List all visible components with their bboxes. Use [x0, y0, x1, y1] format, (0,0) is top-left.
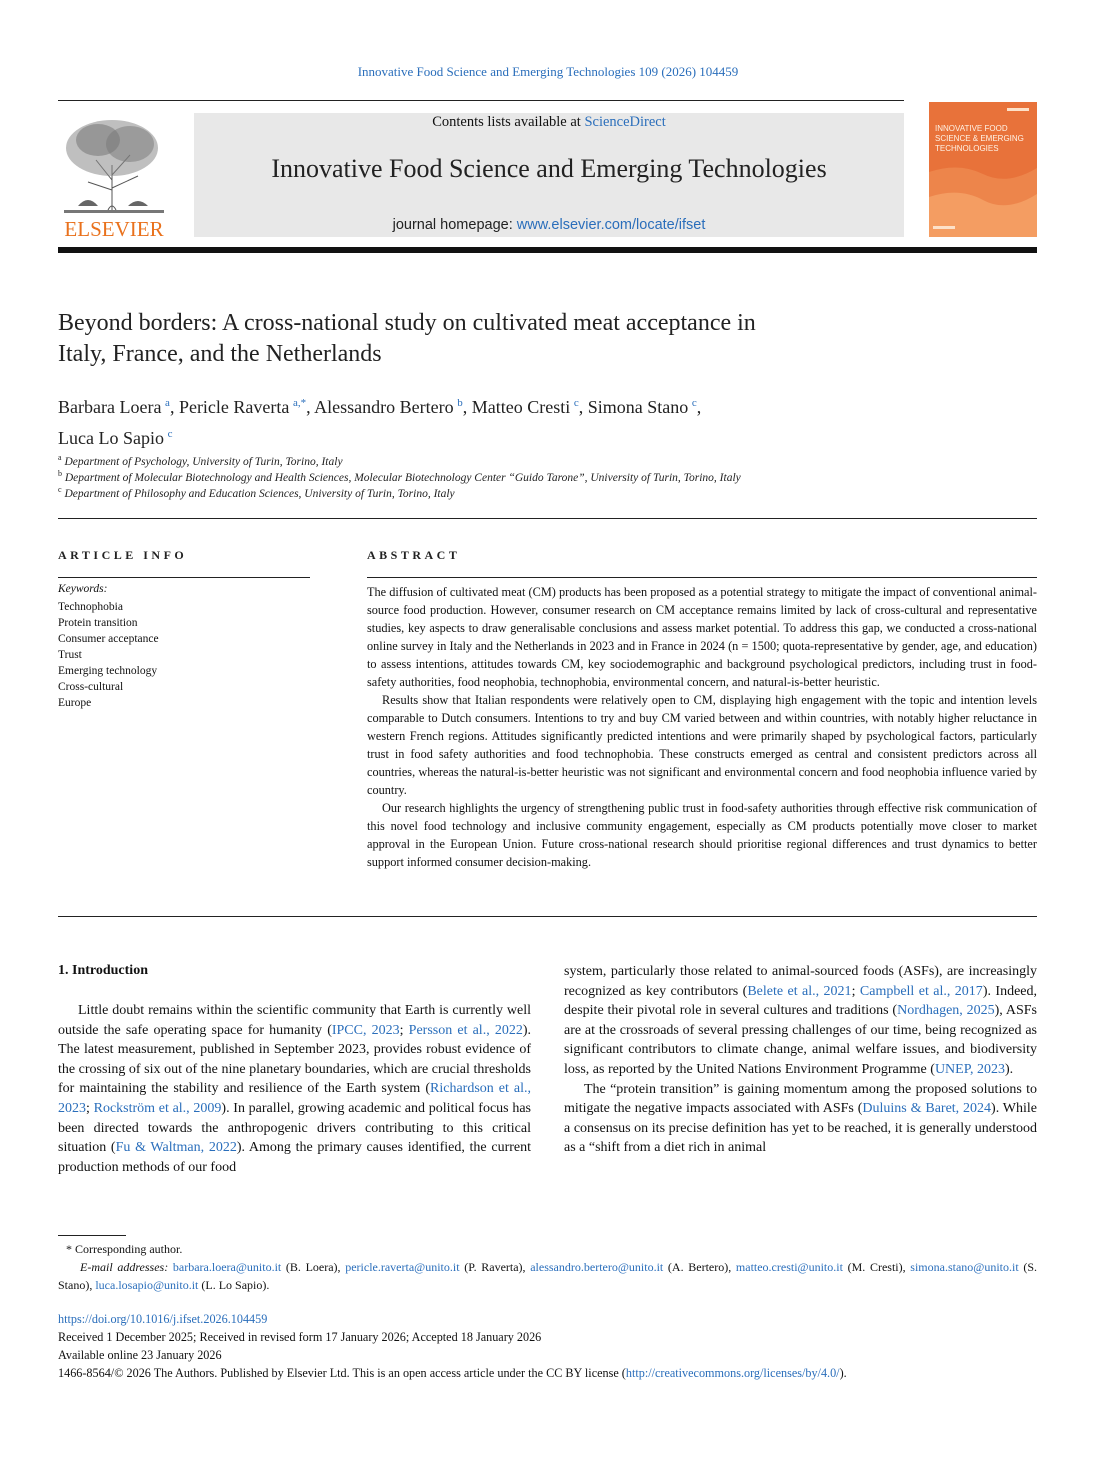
contents-prefix: Contents lists available at	[432, 114, 585, 130]
keywords-label: Keywords:	[58, 583, 108, 595]
keyword-item: Consumer acceptance	[58, 633, 159, 645]
email-owner: (L. Lo Sapio).	[198, 1278, 270, 1292]
keyword-item: Emerging technology	[58, 665, 158, 677]
section-rule	[58, 916, 1037, 917]
affiliation-mark: b	[58, 469, 62, 478]
contents-line	[194, 114, 904, 131]
body-text: ).	[1004, 1061, 1014, 1077]
journal-citation-link[interactable]: Innovative Food Science and Emerging Technologies 109 (2026) 104459	[357, 64, 739, 79]
body-paragraph	[564, 1080, 1037, 1158]
abstract-rule	[367, 577, 1037, 578]
license-text: 1466-8564/© 2026 The Authors. Published by Elsevier Ltd. This is an open access article under the CC BY license (	[58, 1366, 626, 1380]
body-column-right	[564, 962, 1037, 1158]
author-affiliation-mark[interactable]: c	[573, 397, 579, 409]
body-text: ). Indeed, despite their pivotal role in several cultures and traditions (	[564, 983, 1037, 1019]
affiliation-mark: c	[58, 485, 62, 494]
doi-link[interactable]: https://doi.org/10.1016/j.ifset.2026.104459	[58, 1312, 268, 1326]
abstract-paragraph: Our research highlights the urgency of strengthening public trust in food-safety authorities through effective risk communication of this novel food technology and inclusive community engagement, especially as CM products potentially move closer to market approval in the European Union. Future cross-national research should prioritise regional differences and trust dynamics to better support informed consumer decision-making.	[367, 801, 1037, 869]
citation-link[interactable]: Richardson et al., 2023	[58, 1081, 531, 1116]
homepage-line	[194, 217, 904, 233]
affiliation-text: Department of Molecular Biotechnology and Health Sciences, Molecular Biotechnology Center “Guido Tarone”, University of Turin, Torino, Italy	[64, 471, 741, 484]
paper-title-line-1: Beyond borders: A cross-national study on cultivated meat acceptance in	[58, 310, 756, 336]
affiliation-c	[58, 485, 1038, 500]
license-text: ).	[839, 1366, 847, 1380]
body-text: ;	[399, 1022, 409, 1038]
journal-homepage-link[interactable]: www.elsevier.com/locate/ifset	[516, 217, 706, 233]
email-link[interactable]: matteo.cresti@unito.it	[735, 1260, 843, 1274]
license-link[interactable]: http://creativecommons.org/licenses/by/4.0/	[625, 1366, 840, 1380]
affiliation-a	[58, 453, 1038, 468]
citation-link[interactable]: Persson et al., 2022	[408, 1022, 523, 1038]
homepage-prefix: journal homepage:	[392, 217, 517, 233]
email-owner: (P. Raverta),	[459, 1260, 531, 1274]
cover-pattern-icon	[929, 102, 1037, 237]
email-link[interactable]: simona.stano@unito.it	[910, 1260, 1019, 1274]
received-dates: Received 1 December 2025; Received in revised form 17 January 2026; Accepted 18 January 2026	[58, 1330, 542, 1344]
email-link[interactable]: alessandro.bertero@unito.it	[530, 1260, 664, 1274]
affiliation-mark: a	[58, 453, 62, 462]
body-text: system, particularly those related to animal-sourced foods (ASFs), are increasingly recognized as key contributors (	[564, 964, 1037, 999]
article-info-rule	[58, 577, 310, 578]
email-link[interactable]: luca.losapio@unito.it	[95, 1278, 199, 1292]
citation-link[interactable]: Rockström et al., 2009	[93, 1100, 222, 1116]
author-name: Pericle Raverta	[178, 397, 290, 417]
corresponding-author-note: * Corresponding author.	[66, 1242, 183, 1256]
body-text: ). While a consensus on its precise definition has yet to be reached, it is generally understood as a “shift from a diet rich in animal	[564, 1101, 1038, 1156]
affiliation-b	[58, 469, 1038, 484]
abstract-paragraph: The diffusion of cultivated meat (CM) products has been proposed as a potential strategy to mitigate the impact of conventional animal-source food production. However, consumer research on CM acceptance remains limited by lack of cross-cultural and representative studies, key aspects to draw generalisable conclusions and assess market potential. To address this gap, we conducted a cross-national online survey in Italy and the Netherlands in 2023 and in France in 2024 (n = 1500; quota-representative by gender, age, and education) to assess intentions, attitudes towards CM, key sociodemographic and background psychological predictors, including trust in food-safety authorities, food neophobia, technophobia, environmental concern, and natural-is-better heuristic.	[367, 585, 1037, 689]
body-text: ). Among the primary causes identified, the current production methods of our food	[58, 1140, 531, 1175]
body-text: ). In parallel, growing academic and political focus has been directed towards the anthropogenic drivers contributing to this critical situation (	[58, 1100, 531, 1156]
journal-cover-image[interactable]	[929, 102, 1037, 237]
email-addresses	[58, 1258, 1037, 1294]
author-affiliation-mark[interactable]: a,*	[293, 397, 307, 409]
affiliation-text: Department of Psychology, University of Turin, Torino, Italy	[64, 455, 343, 468]
body-column-left	[58, 1001, 531, 1177]
journal-title: Innovative Food Science and Emerging Technologies	[271, 154, 827, 183]
header-top-rule	[58, 100, 904, 101]
body-text: ;	[851, 983, 860, 999]
body-paragraph	[564, 962, 1037, 1080]
author-affiliation-mark[interactable]: a	[165, 397, 170, 409]
author-name: Alessandro Bertero	[314, 397, 454, 417]
email-owner: (A. Bertero),	[663, 1260, 736, 1274]
email-label: E-mail addresses:	[80, 1260, 169, 1274]
footnotes	[58, 1240, 1037, 1294]
email-link[interactable]: pericle.raverta@unito.it	[345, 1260, 460, 1274]
author-name: Barbara Loera	[58, 397, 162, 417]
citation-link[interactable]: Belete et al., 2021	[747, 983, 852, 999]
author-affiliation-mark[interactable]: c	[167, 428, 173, 440]
author-name: Matteo Cresti	[471, 397, 571, 417]
author-affiliation-mark[interactable]: c	[691, 397, 697, 409]
section-rule	[58, 518, 1037, 519]
author-affiliation-mark[interactable]: b	[457, 397, 463, 409]
sciencedirect-link[interactable]: ScienceDirect	[584, 114, 666, 130]
email-owner: (S. Stano),	[58, 1260, 1038, 1292]
footnote-rule	[58, 1235, 126, 1236]
citation-link[interactable]: IPCC, 2023	[331, 1022, 400, 1038]
keyword-item: Europe	[58, 697, 92, 709]
abstract-heading: ABSTRACT	[367, 548, 461, 562]
body-text: The “protein transition” is gaining momentum among the proposed solutions to mitigate the negative impacts associated with ASFs (	[564, 1081, 1037, 1117]
body-text: Little doubt remains within the scientific community that Earth is currently well outside the safe operating space for humanity (	[58, 1003, 531, 1038]
article-info-heading: ARTICLE INFO	[58, 548, 188, 562]
license-line	[58, 1364, 1048, 1382]
body-text: ). The latest measurement, published in September 2023, provides robust evidence of the crossing of six out of the nine planetary boundaries, which are crucial thresholds for maintaining the stability and resilience of the Earth system (	[58, 1022, 532, 1097]
cover-title: INNOVATIVE FOOD SCIENCE & EMERGING TECHNOLOGIES	[935, 124, 1024, 153]
citation-link[interactable]: Campbell et al., 2017	[859, 983, 983, 999]
citation-link[interactable]: Nordhagen, 2025	[897, 1003, 995, 1019]
citation-link[interactable]: Duluins & Baret, 2024	[862, 1101, 992, 1117]
email-owner: (M. Cresti),	[842, 1260, 911, 1274]
body-text: ;	[86, 1100, 94, 1116]
citation-link[interactable]: UNEP, 2023	[934, 1061, 1005, 1077]
keyword-list	[58, 599, 159, 711]
author-line-1: Barbara Loera $^a$, Pericle Raverta $^{a,*}$, Alessandro Bertero $^b$, Matteo Cresti $^c$, Simona Stano $^c$,	[58, 397, 702, 417]
author-name: Simona Stano	[587, 397, 689, 417]
affiliation-text: Department of Philosophy and Education Sciences, University of Turin, Torino, Italy	[64, 487, 455, 500]
introduction-heading: 1. Introduction	[58, 963, 148, 978]
citation-link[interactable]: Fu & Waltman, 2022	[115, 1140, 237, 1156]
available-online: Available online 23 January 2026	[58, 1348, 222, 1362]
elsevier-logo-text: ELSEVIER	[64, 217, 164, 238]
body-paragraph	[58, 1001, 531, 1177]
email-owner: (B. Loera),	[281, 1260, 346, 1274]
keyword-item: Trust	[58, 649, 82, 661]
author-name: Luca Lo Sapio	[58, 428, 164, 448]
author-line-2	[58, 421, 1038, 452]
body-text: ), ASFs are at the crossroads of several pressing challenges of our time, being recognized as significant contributors to climate change, animal welfare issues, and biodiversity loss, as reported by the United Nations Environment Programme (	[564, 1003, 1037, 1077]
abstract-paragraph: Results show that Italian respondents were relatively open to CM, displaying high engagement with the topic and intention levels comparable to Dutch consumers. Intentions to try and buy CM varied between and within countries, with notably higher reluctance in western French regions. Attitudes significantly predicted intentions and were primarily shaped by psychological factors, particularly trust in food safety authorities and food technophobia. These constructs emerged as central and consistent predictors across all countries, whereas the natural-is-better heuristic was not significant and environmental concern and food neophobia influence varied by country.	[367, 693, 1037, 797]
email-link[interactable]: barbara.loera@unito.it	[172, 1260, 282, 1274]
keyword-item: Technophobia	[58, 601, 123, 613]
abstract-body	[367, 583, 1037, 871]
keyword-item: Cross-cultural	[58, 681, 124, 693]
header-bottom-rule	[58, 247, 1037, 253]
keyword-item: Protein transition	[58, 617, 138, 629]
paper-title-line-2: Italy, France, and the Netherlands	[58, 341, 382, 367]
elsevier-tree-logo-icon	[58, 110, 170, 238]
paper-title	[58, 308, 958, 370]
author-list	[58, 390, 1038, 452]
publication-info	[58, 1310, 1048, 1382]
